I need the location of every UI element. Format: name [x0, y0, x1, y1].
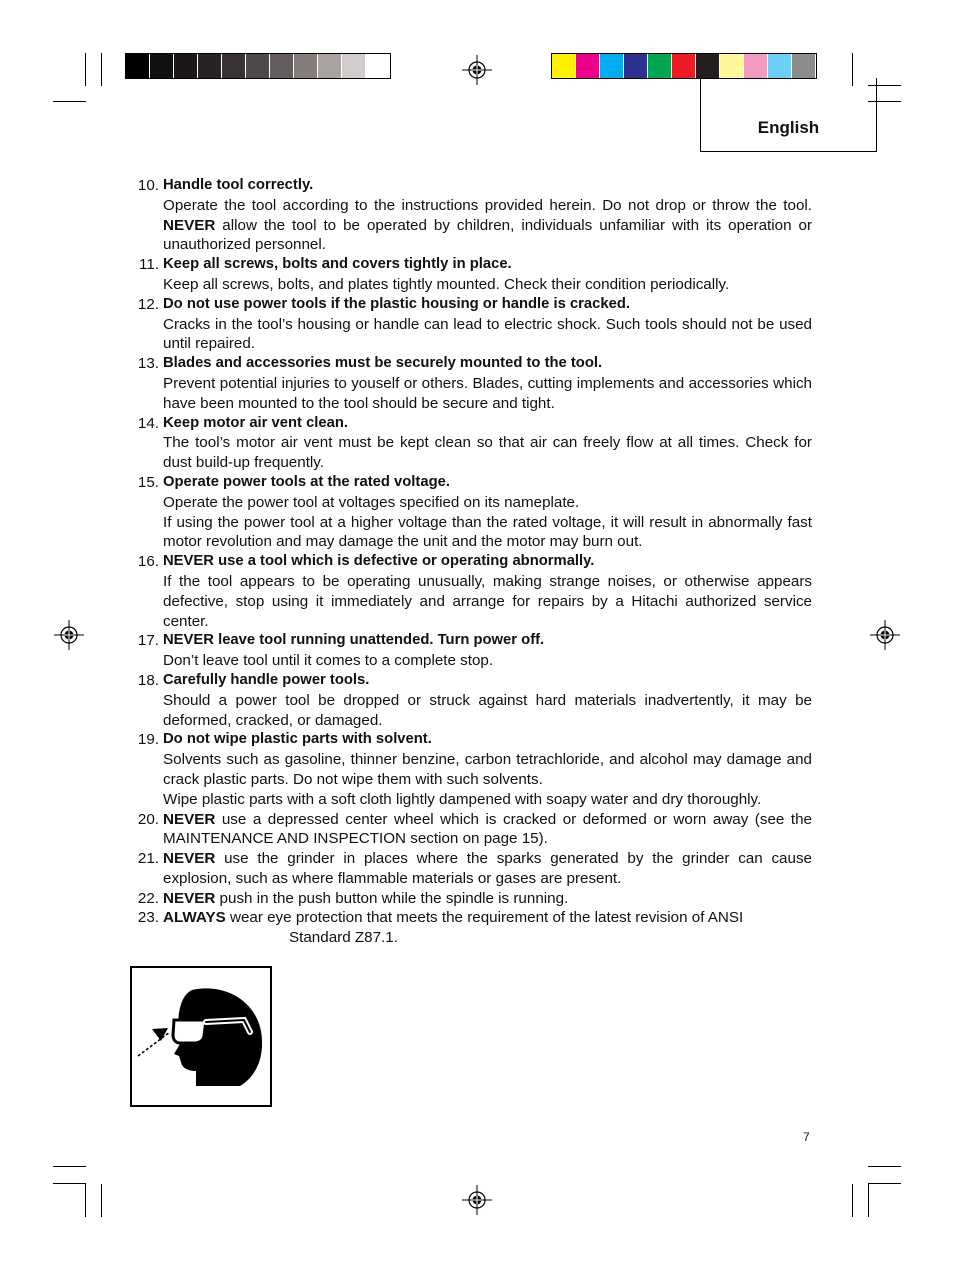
- item-number: 14.: [137, 414, 159, 432]
- paragraph-text: push in the push button while the spindle is running.: [215, 889, 569, 907]
- list-item: [130, 255, 812, 295]
- item-number: 18.: [137, 671, 159, 689]
- item-title: Do not use power tools if the plastic housing or handle is cracked.: [163, 295, 630, 312]
- item-title: Carefully handle power tools.: [163, 671, 370, 688]
- calibration-swatch: [648, 54, 672, 78]
- item-title: Do not wipe plastic parts with solvent.: [163, 731, 432, 748]
- item-paragraph: [163, 315, 812, 355]
- item-number: 22.: [137, 889, 159, 907]
- item-number: 12.: [137, 295, 159, 313]
- eye-protection-pictogram: [130, 966, 272, 1107]
- crop-mark: [85, 1184, 86, 1217]
- calibration-swatch: [126, 54, 150, 78]
- language-label: English: [757, 118, 820, 137]
- item-paragraph: [163, 651, 812, 671]
- item-title: Keep motor air vent clean.: [163, 414, 349, 431]
- calibration-swatch: [624, 54, 648, 78]
- calibration-swatch: [672, 54, 696, 78]
- item-number: 15.: [137, 473, 159, 491]
- item-paragraph: [163, 513, 812, 553]
- list-item: [130, 473, 812, 552]
- item-paragraph: [163, 790, 812, 810]
- item-paragraph: [163, 750, 812, 790]
- paragraph-text: Keep all screws, bolts, and plates tightly mounted. Check their condition periodically.: [163, 275, 730, 293]
- list-item: [130, 730, 812, 809]
- paragraph-text: Wipe plastic parts with a soft cloth lightly dampened with soapy water and dry thoroughly.: [163, 790, 762, 808]
- calibration-swatch: [696, 54, 720, 78]
- crop-mark: [868, 1184, 869, 1217]
- item-number: 20.: [137, 810, 159, 828]
- emphasis-text: NEVER: [163, 889, 216, 907]
- calibration-swatch: [600, 54, 624, 78]
- item-number: 11.: [139, 256, 159, 274]
- list-item: [130, 354, 812, 413]
- item-paragraph: [163, 810, 812, 850]
- emphasis-text: NEVER: [163, 216, 216, 234]
- emphasis-text: NEVER: [163, 850, 216, 868]
- calibration-swatch: [720, 54, 744, 78]
- emphasis-text: NEVER: [163, 810, 216, 828]
- color-calibration-strip: [551, 53, 817, 79]
- paragraph-text: Cracks in the tool’s housing or handle can lead to electric shock. Such tools should not be used until repaired.: [163, 315, 812, 353]
- crop-mark: [101, 53, 102, 86]
- paragraph-text: Don’t leave tool until it comes to a complete stop.: [163, 652, 494, 670]
- item-number: 23.: [137, 909, 159, 927]
- crop-mark: [85, 53, 86, 86]
- list-item: [130, 849, 812, 889]
- eye-protection-icon: [132, 968, 270, 1105]
- grayscale-calibration-strip: [125, 53, 391, 79]
- item-title: NEVER use a tool which is defective or operating abnormally.: [163, 553, 595, 570]
- crop-mark: [868, 1166, 901, 1167]
- calibration-swatch: [744, 54, 768, 78]
- item-number: 10.: [137, 177, 159, 194]
- calibration-swatch: [342, 54, 366, 78]
- ansi-standard-text: Standard Z87.1.: [289, 929, 398, 947]
- paragraph-text: use the grinder in places where the sparks generated by the grinder can cause explosion, such as where flammable materials or gases are present.: [163, 850, 812, 887]
- calibration-swatch: [246, 54, 270, 78]
- paragraph-text: Prevent potential injuries to youself or others. Blades, cutting implements and accessories which have been mounted to the tool should be secure and tight.: [163, 374, 812, 412]
- paragraph-text: Operate the tool according to the instructions provided herein. Do not drop or throw the tool.: [163, 196, 812, 214]
- registration-mark-icon: [870, 620, 900, 650]
- item-title: Blades and accessories must be securely mounted to the tool.: [163, 355, 603, 372]
- paragraph-text: If the tool appears to be operating unusually, making strange noises, or otherwise appears defective, stop using it immediately and arrange for repairs by a Hitachi authorized service center.: [163, 572, 812, 630]
- paragraph-text: use a depressed center wheel which is cracked or deformed or worn away (see the MAINTENANCE AND INSPECTION section on page 15).: [163, 810, 812, 848]
- item-paragraph: [163, 572, 812, 631]
- registration-mark-icon: [462, 1185, 492, 1215]
- crop-mark: [101, 1184, 102, 1217]
- item-paragraph: [163, 493, 812, 513]
- item-paragraph: [163, 691, 812, 731]
- language-tab: [700, 78, 877, 152]
- list-item: [130, 908, 812, 928]
- item-paragraph: [163, 849, 812, 889]
- paragraph-text: Solvents such as gasoline, thinner benzine, carbon tetrachloride, and alcohol may damage and crack plastic parts. Do not wipe them with such solvents.: [163, 751, 812, 788]
- crop-mark: [852, 1184, 853, 1217]
- calibration-swatch: [270, 54, 294, 78]
- page-number: 7: [803, 1130, 810, 1144]
- calibration-swatch: [174, 54, 198, 78]
- calibration-swatch: [792, 54, 816, 78]
- crop-mark: [868, 1183, 901, 1184]
- item-title: NEVER leave tool running unattended. Turn power off.: [163, 632, 545, 649]
- paragraph-text: If using the power tool at a higher voltage than the rated voltage, it will result in abnormally fast motor revolution and may damage the unit and the motor may burn out.: [163, 513, 812, 551]
- list-item: [130, 176, 812, 255]
- emphasis-text: ALWAYS: [163, 909, 226, 927]
- calibration-swatch: [150, 54, 174, 78]
- list-item: [130, 671, 812, 730]
- calibration-swatch: [294, 54, 318, 78]
- calibration-swatch: [198, 54, 222, 78]
- item-paragraph: [163, 908, 812, 928]
- registration-mark-icon: [462, 55, 492, 85]
- calibration-swatch: [768, 54, 792, 78]
- item-title: Keep all screws, bolts and covers tightly in place.: [163, 256, 512, 273]
- item-paragraph: [163, 374, 812, 414]
- item-paragraph: [163, 275, 812, 295]
- item-number: 21.: [137, 850, 159, 868]
- item-number: 19.: [137, 731, 159, 749]
- safety-instructions-list: [130, 176, 812, 948]
- item-paragraph: [163, 196, 812, 255]
- calibration-swatch: [366, 54, 390, 78]
- calibration-swatch: [318, 54, 342, 78]
- list-item: [130, 295, 812, 354]
- calibration-swatch: [552, 54, 576, 78]
- list-item: [130, 414, 812, 473]
- list-item: [130, 631, 812, 671]
- item-number: 17.: [137, 632, 159, 650]
- calibration-swatch: [222, 54, 246, 78]
- item-number: 13.: [137, 355, 159, 373]
- paragraph-text: allow the tool to be operated by children, individuals unfamiliar with its operation or unauthorized personnel.: [163, 216, 812, 254]
- paragraph-text: The tool’s motor air vent must be kept clean so that air can freely flow at all times. Check for dust build-up frequently.: [163, 434, 812, 472]
- list-item: [130, 552, 812, 631]
- calibration-swatch: [576, 54, 600, 78]
- list-item: [130, 889, 812, 909]
- paragraph-text: Operate the power tool at voltages specified on its nameplate.: [163, 493, 580, 511]
- item-number: 16.: [137, 553, 159, 571]
- crop-mark: [53, 1183, 86, 1184]
- crop-mark: [53, 101, 86, 102]
- item-paragraph: [163, 889, 812, 909]
- item-paragraph: [163, 433, 812, 473]
- item-title: Handle tool correctly.: [163, 177, 314, 193]
- item-title: Operate power tools at the rated voltage.: [163, 473, 450, 490]
- paragraph-text: wear eye protection that meets the requirement of the latest revision of ANSI: [225, 909, 744, 927]
- crop-mark: [53, 1166, 86, 1167]
- paragraph-text: Should a power tool be dropped or struck against hard materials inadvertently, it may be deformed, cracked, or damaged.: [163, 691, 812, 729]
- registration-mark-icon: [54, 620, 84, 650]
- list-item: [130, 810, 812, 850]
